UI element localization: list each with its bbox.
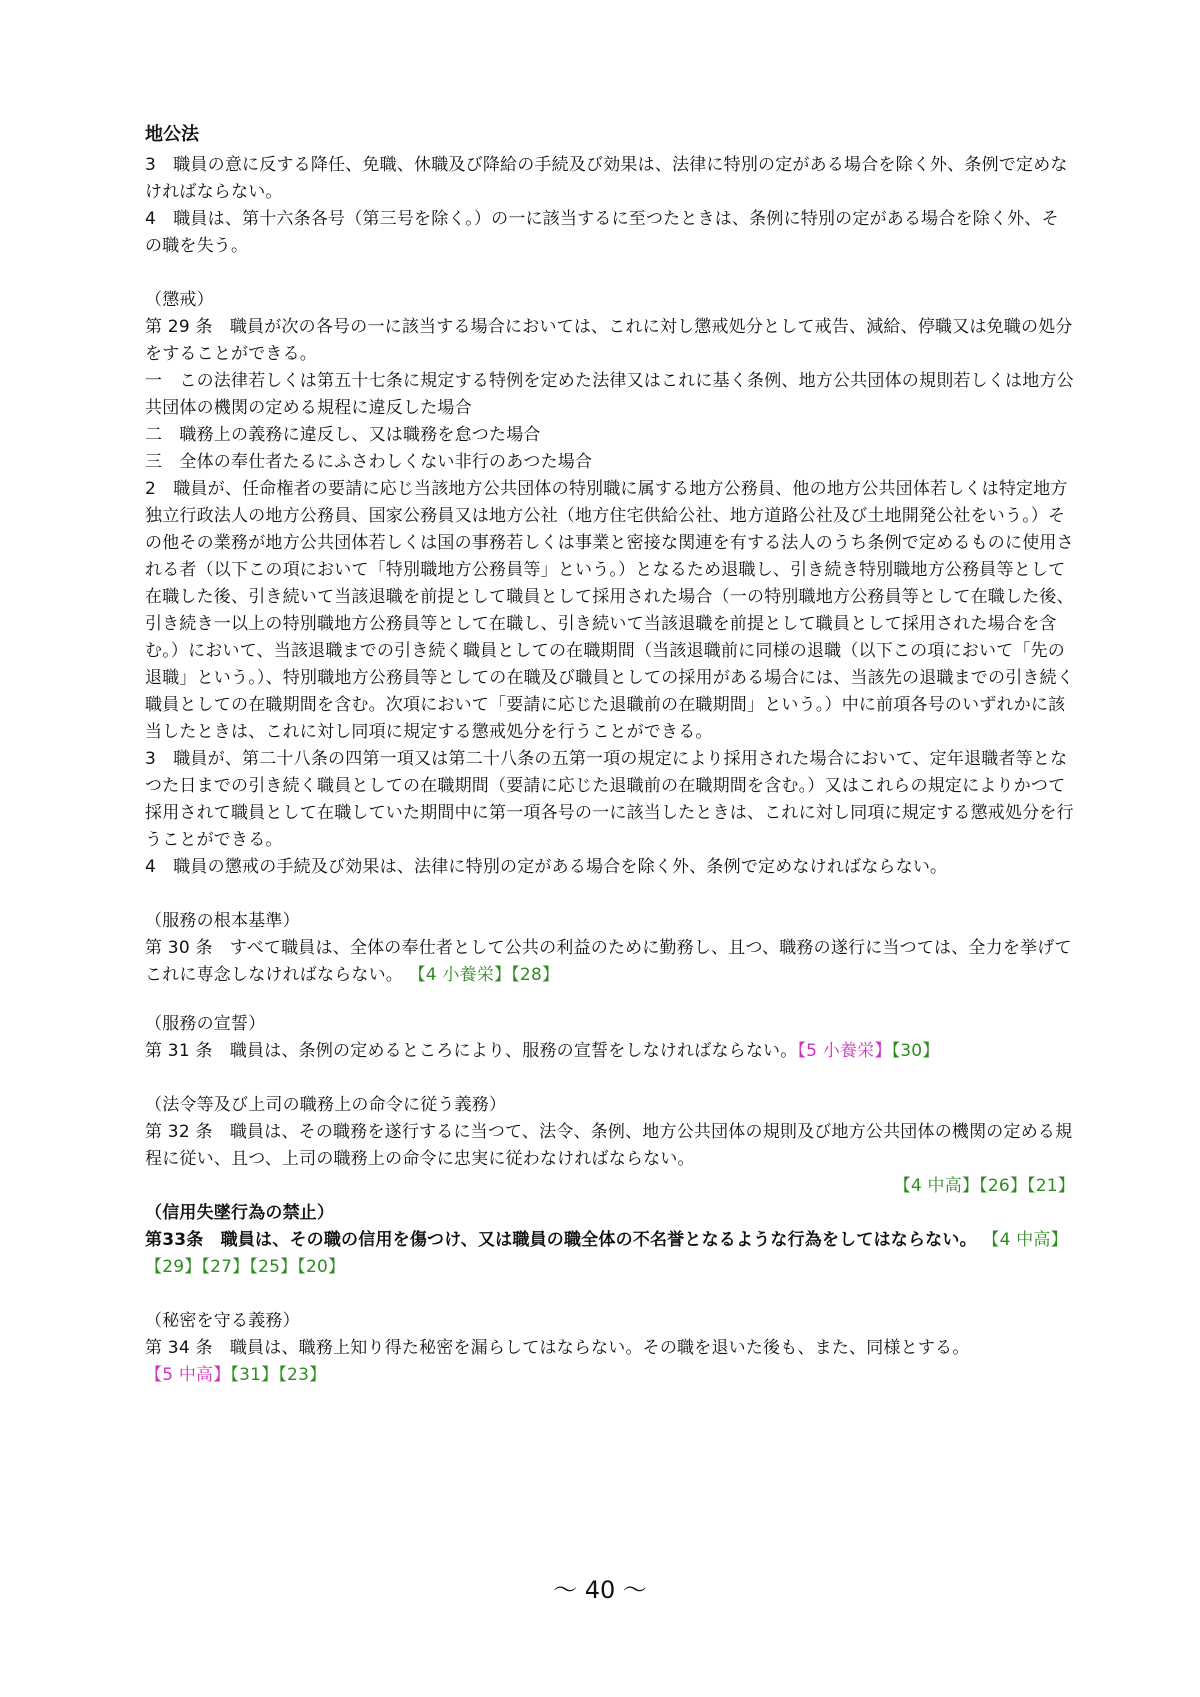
article-31-text: 第 31 条 職員は、条例の定めるところにより、服務の宣誓をしなければならない。 [145, 1041, 798, 1061]
article-33-text: 第33条 職員は、その職の信用を傷つけ、又は職員の職全体の不名誉となるような行為をしてはならない。 [145, 1230, 977, 1250]
page-title: 地公法 [145, 124, 199, 145]
article-32-tags: 【4 中高】【26】【21】 [893, 1176, 1075, 1196]
article-29-text: 第 29 条 職員が次の各号の一に該当する場合においては、これに対し懲戒処分として戒告、減給、停職又は免職の処分をすることができる。 [145, 317, 1073, 364]
article-30-tag-1: 【4 小養栄】 [408, 965, 512, 985]
article-31-tag-1: 【5 小養栄】 [797, 1041, 892, 1061]
article-30-tag-2: 【28】 [511, 965, 560, 985]
article-29-item-3: 三 全体の奉仕者たるにふさわしくない非行のあつた場合 [145, 452, 593, 472]
article-29-para-2: 2 職員が、任命権者の要請に応じ当該地方公共団体の特別職に属する地方公務員、他の地方公共団体若しくは特定地方独立行政法人の地方公務員、国家公務員又は地方公社（地方住宅供給公社、地方道路公社及び土地開発公社をいう。）その他その業務が地方公共団体若しくは国の事務若しくは事業と密接な関連を有する法人のうち条例で定めるものに使用される者（以下この項において「特別職地方公務員等」という。）となるため退職し、引き続き特別職地方公務員等として在職した後、引き続いて当該退職を前提として職員として採用された場合（一の特別職地方公務員等として在職した後、引き続き一以上の特別職地方公務員等として在職し、引き続いて当該退職を前提として職員として採用された場合を含む。）において、当該退職までの引き続く職員としての在職期間（当該退職前に同様の退職（以下この項において「先の退職」という。）、特別職地方公務員等としての在職及び職員としての採用がある場合には、当該先の退職までの引き続く職員としての在職期間を含む。次項において「要請に応じた退職前の在職期間」という。）中に前項各号のいずれかに該当したときは、これに対し同項に規定する懲戒処分を行うことができる。 [145, 479, 1074, 742]
article-32-heading: （法令等及び上司の職務上の命令に従う義務） [145, 1095, 507, 1115]
article-30-text: 第 30 条 すべて職員は、全体の奉仕者として公共の利益のために勤務し、且つ、職務の遂行に当つては、全力を挙げてこれに専念しなければならない。 [145, 938, 1072, 985]
article-29-item-1: 一 この法律若しくは第五十七条に規定する特例を定めた法律又はこれに基く条例、地方公共団体の規則若しくは地方公共団体の機関の定める規程に違反した場合 [145, 371, 1074, 418]
article-34-tag-1: 【5 中高】 [145, 1365, 231, 1385]
article-33-paragraph [145, 1227, 1075, 1281]
page-number: ～ 40 ～ [553, 1576, 647, 1604]
article-31-tag-2: 【30】 [891, 1041, 940, 1061]
article-33-heading: （信用失墜行為の禁止） [145, 1203, 335, 1223]
article-30-paragraph [145, 935, 1075, 989]
article-30-heading: （服務の根本基準） [145, 911, 300, 931]
article-33-tags: 【4 中高】【29】【27】【25】【20】 [145, 1230, 1068, 1277]
article-29-heading: （懲戒） [145, 290, 214, 310]
article-34-tag-2: 【31】【23】 [230, 1365, 327, 1385]
article-34-tags [145, 1362, 1075, 1389]
article-34-heading: （秘密を守る義務） [145, 1311, 300, 1331]
article-29-para-3: 3 職員が、第二十八条の四第一項又は第二十八条の五第一項の規定により採用された場合において、定年退職者等となつた日までの引き続く職員としての在職期間（要請に応じた退職前の在職期間を含む。）又はこれらの規定によりかつて採用されて職員として在職していた期間中に第一項各号の一に該当したときは、これに対し同項に規定する懲戒処分を行うことができる。 [145, 749, 1074, 850]
article-31-paragraph [145, 1038, 1075, 1065]
paragraph-p3: 3 職員の意に反する降任、免職、休職及び降給の手続及び効果は、法律に特別の定がある場合を除く外、条例で定めなければならない。 [145, 155, 1068, 202]
paragraph-p4: 4 職員は、第十六条各号（第三号を除く。）の一に該当するに至つたときは、条例に特別の定がある場合を除く外、その職を失う。 [145, 209, 1059, 256]
article-29-para-4: 4 職員の懲戒の手続及び効果は、法律に特別の定がある場合を除く外、条例で定めなければならない。 [145, 857, 948, 877]
document-page [145, 122, 1075, 1389]
article-32-text: 第 32 条 職員は、その職務を遂行するに当つて、法令、条例、地方公共団体の規則及び地方公共団体の機関の定める規程に従い、且つ、上司の職務上の命令に忠実に従わなければならない。 [145, 1122, 1073, 1169]
article-31-heading: （服務の宣誓） [145, 1014, 266, 1034]
article-34-text: 第 34 条 職員は、職務上知り得た秘密を漏らしてはならない。その職を退いた後も、また、同様とする。 [145, 1338, 970, 1358]
article-29-item-2: 二 職務上の義務に違反し、又は職務を怠つた場合 [145, 425, 541, 445]
